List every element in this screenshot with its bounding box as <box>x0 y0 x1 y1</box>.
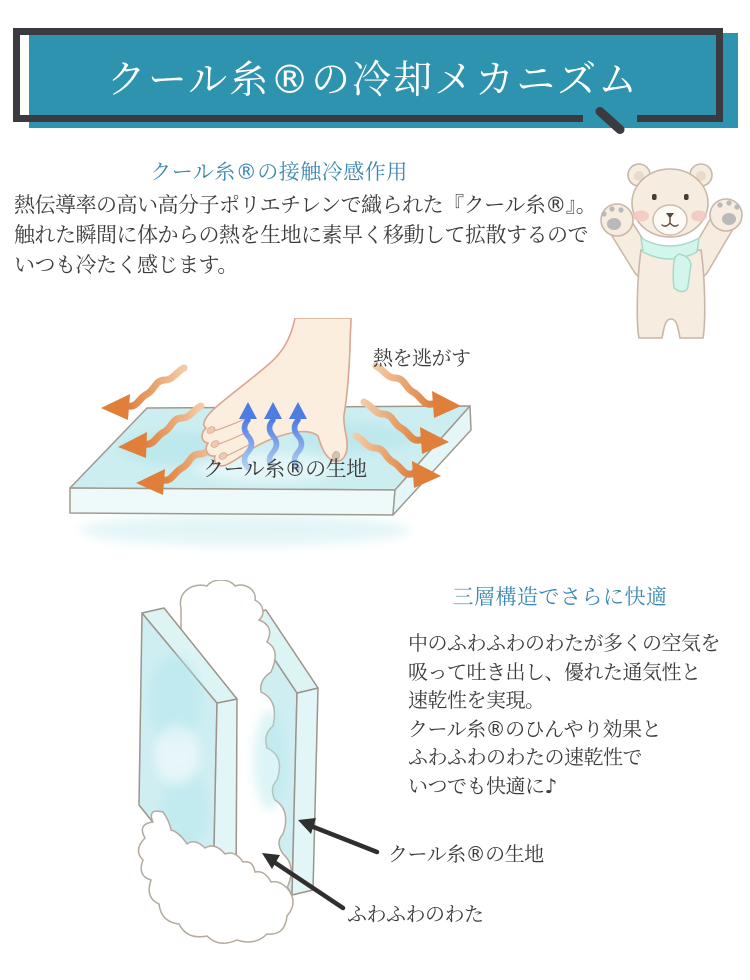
section-cooling-title: クール糸®の接触冷感作用 <box>150 160 408 184</box>
section-layers-body <box>408 629 738 800</box>
body-line: クール糸®のひんやり効果と <box>408 716 662 741</box>
body-line: 速乾性を実現。 <box>408 688 545 712</box>
body-line: いつも冷たく感じます。 <box>14 253 238 277</box>
polar-bear-illustration <box>593 158 750 344</box>
fabric-label: クール糸®の生地 <box>203 457 367 481</box>
body-line: いつでも快適に♪ <box>408 773 557 798</box>
page-title: クール糸®の冷却メカニズム <box>106 58 640 103</box>
body-line: ふわふわのわたの速乾性で <box>408 745 642 769</box>
wadding-label: ふわふわのわた <box>347 902 484 926</box>
heat-release-label: 熱を逃がす <box>373 346 471 370</box>
body-line: 中のふわふわのわたが多くの空気を <box>408 631 720 655</box>
watercolor-wash <box>80 514 410 546</box>
body-line: 触れた瞬間に体からの熱を生地に素早く移動して拡散するので <box>14 223 588 247</box>
section-cooling-body <box>14 190 634 280</box>
section-layers-title: 三層構造でさらに快適 <box>452 585 668 609</box>
body-line: 吸って吐き出し、優れた通気性と <box>408 659 701 684</box>
body-line: 熱伝導率の高い高分子ポリエチレンで織られた『クール糸®』。 <box>14 193 597 217</box>
fabric-label: クール糸®の生地 <box>388 842 544 866</box>
three-layer-diagram <box>85 580 415 945</box>
